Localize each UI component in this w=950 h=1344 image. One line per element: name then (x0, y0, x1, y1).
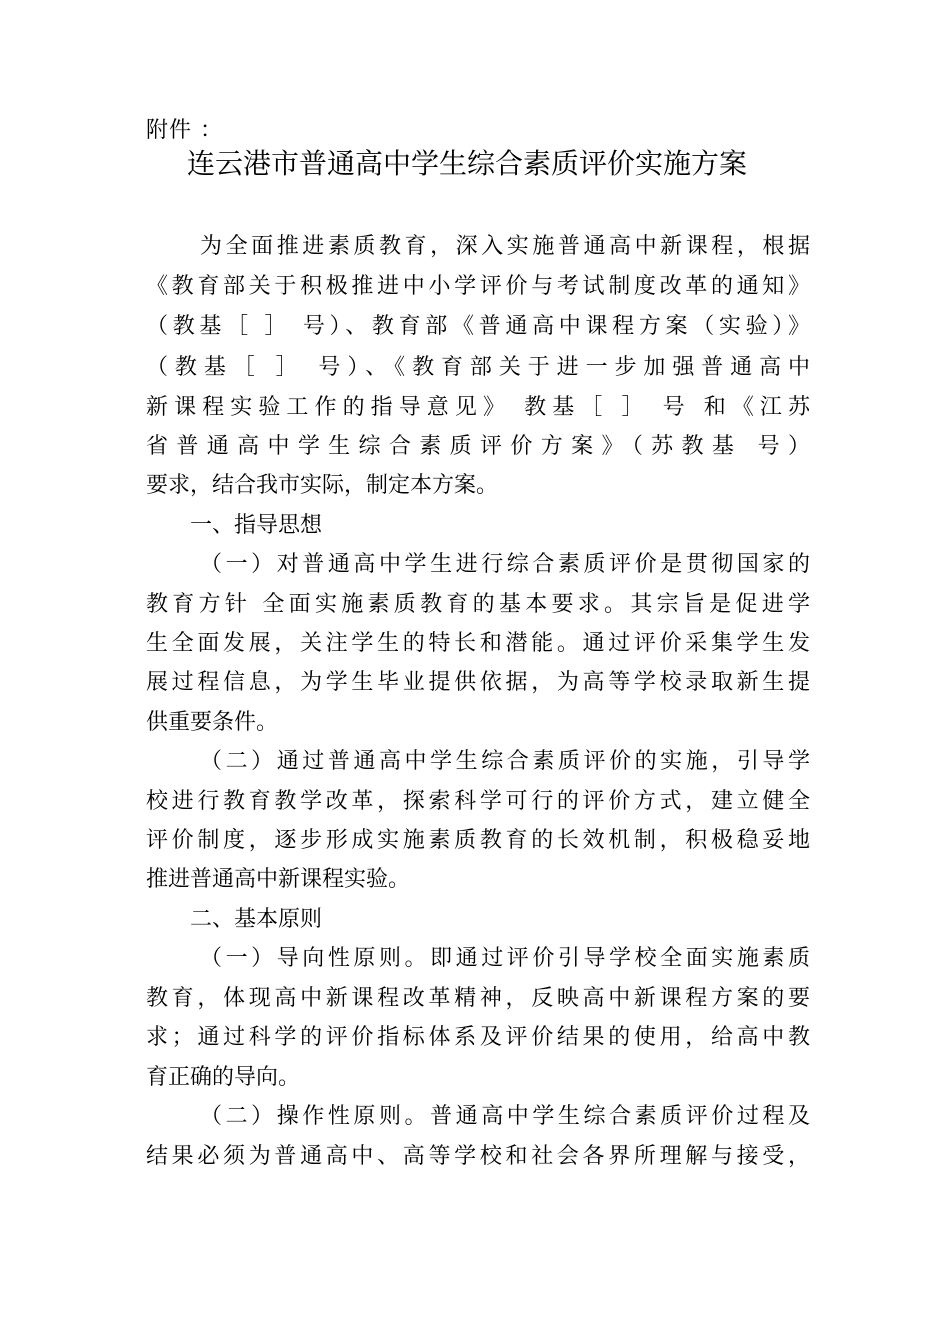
body-line: 省普通高中学生综合素质评价方案》（苏教基 号） (146, 434, 810, 459)
body-line: 展过程信息，为学生毕业提供依据，为高等学校录取新生提 (146, 670, 810, 695)
body-line: 评价制度，逐步形成实施素质教育的长效机制，积极稳妥地 (146, 828, 810, 853)
body-line: 求；通过科学的评价指标体系及评价结果的使用，给高中教 (146, 1025, 810, 1050)
body-line: 为全面推进素质教育，深入实施普通高中新课程，根据 (200, 234, 810, 259)
body-line: （一）对普通高中学生进行综合素质评价是贯彻国家的 (200, 552, 810, 577)
section-heading: 一、指导思想 (190, 513, 323, 538)
body-line: 教育，体现高中新课程改革精神，反映高中新课程方案的要 (146, 986, 810, 1011)
body-line: （教基［ ］ 号）、《教育部关于进一步加强普通高中 (146, 355, 810, 380)
section-heading: 二、基本原则 (190, 907, 323, 932)
body-line: 生全面发展，关注学生的特长和潜能。通过评价采集学生发 (146, 631, 810, 656)
body-line: 《教育部关于积极推进中小学评价与考试制度改革的通知》 (146, 274, 810, 299)
body-line: 校进行教育教学改革，探索科学可行的评价方式，建立健全 (146, 789, 810, 814)
body-line: （二）通过普通高中学生综合素质评价的实施，引导学 (200, 749, 810, 774)
body-line: 教育方针 全面实施素质教育的基本要求。其宗旨是促进学 (146, 592, 810, 617)
attachment-label: 附件 ： (146, 118, 223, 143)
body-line: 供重要条件。 (146, 710, 279, 735)
body-line: （一）导向性原则。即通过评价引导学校全面实施素质 (200, 946, 810, 971)
body-line: 新课程实验工作的指导意见》 教基［ ］ 号 和《江苏 (146, 395, 810, 420)
body-line: 要求，结合我市实际，制定本方案。 (146, 473, 499, 498)
body-line: （二）操作性原则。普通高中学生综合素质评价过程及 (200, 1104, 810, 1129)
document-title: 连云港市普通高中学生综合素质评价实施方案 (187, 147, 748, 180)
body-line: （教基［ ］ 号）、教育部《普通高中课程方案（实验）》 (146, 314, 810, 339)
body-line: 育正确的导向。 (146, 1065, 301, 1090)
body-line: 推进普通高中新课程实验。 (146, 867, 411, 892)
body-line: 结果必须为普通高中、高等学校和社会各界所理解与接受， (146, 1144, 810, 1169)
